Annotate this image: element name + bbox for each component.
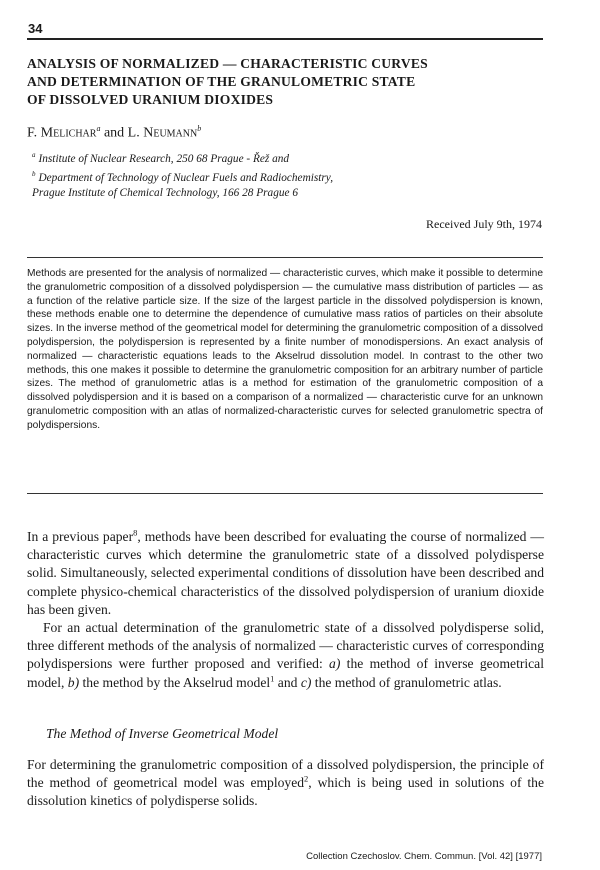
section-heading: The Method of Inverse Geometrical Model [46, 726, 279, 741]
citation-ref: 1 [270, 673, 275, 684]
affiliation-b [32, 167, 333, 186]
affiliation-b-line2: Prague Institute of Chemical Technology, 166 28 Prague 6 [32, 186, 298, 199]
intro-text [27, 528, 544, 692]
text-run: , which is being used in solutions of the dissolution kinetics of polydisperse solids. [27, 775, 544, 809]
list-marker: c) [300, 674, 312, 690]
text-run: , methods have been described for evaluating the course of normalized — characteristic curves which determine the granulometric state of a dissolved polydisperse solid. Simultaneously, selected experimental conditions of dissolution have been described and complete physico-chemical characteristics of the dissolved polydispersion of uranium dioxide has been given. [27, 529, 544, 617]
affiliation-text: Department of Technology of Nuclear Fuels and Radiochemistry, [38, 171, 334, 184]
paper-title [27, 55, 547, 109]
affiliation-mark: a [32, 151, 36, 159]
header-rule [27, 38, 543, 40]
text-run: and [274, 674, 301, 690]
affiliation-mark: b [197, 124, 202, 133]
author-list [27, 124, 201, 142]
citation-ref: 8 [133, 527, 138, 538]
affiliation-mark: b [32, 169, 36, 178]
affiliations [32, 148, 333, 201]
paragraph [27, 756, 544, 811]
citation-ref: 2 [304, 773, 309, 784]
received-date: Received July 9th, 1974 [426, 217, 542, 231]
text-run: the method of granulometric atlas. [311, 674, 502, 690]
title-line: OF DISSOLVED URANIUM DIOXIDES [27, 92, 274, 107]
list-marker: b) [67, 674, 80, 690]
affiliation-text: Institute of Nuclear Research, 250 68 Prague - Řež and [38, 152, 290, 165]
affiliation-a [32, 148, 333, 167]
text-run: the method of inverse geometrical model, [27, 656, 544, 690]
page-number: 34 [28, 21, 43, 36]
abstract: Methods are presented for the analysis of normalized — characteristic curves, which make it possible to determine the granulometric composition of a dissolved polydispersion — the cumulative mass distribution of particles — as a function of the relative particle size. If the size of the largest particle in the dissolved polydispersion is known, these methods enable one to determine the dependence of cumulative mass ratios of particles on their absolute sizes. In the inverse method of the geometrical model for determining the granulometric composition of a dissolved polydispersion, the polydispersion is represented by a finite number of monodispersions. An exact analysis of normalized — characteristic equations leads to the Akselrud dissolution model. In contrast to the other two methods, this one makes it possible to determine the granulometric composition for an arbitrary number of particle sizes. The method of granulometric atlas is a method for estimation of the granulometric composition of a dissolved polydispersion and it is based on a comparison of a normalized — characteristic curve for an unknown granulometric composition with an atlas of normalized-characteristic curves for selected granulometric spectra of polydispersions. [27, 268, 543, 431]
title-line: AND DETERMINATION OF THE GRANULOMETRIC STATE [27, 74, 416, 89]
list-marker: a) [329, 656, 341, 672]
abstract-top-rule [27, 257, 543, 258]
paragraph [27, 619, 544, 692]
text-run: In a previous paper [27, 529, 134, 544]
text-run: the method by the Akselrud model [79, 674, 271, 690]
text-run: For determining the granulometric composition of a dissolved polydispersion, the principle of the method of geometrical model was employed [27, 757, 544, 791]
author-name: L. Neumann [127, 125, 198, 141]
affiliation-mark: a [96, 124, 101, 133]
author-name: F. Melichar [27, 125, 97, 141]
abstract-bottom-rule [27, 493, 543, 494]
journal-footer: Collection Czechoslov. Chem. Commun. [Vol. 42] [1977] [306, 851, 542, 862]
title-line: ANALYSIS OF NORMALIZED — CHARACTERISTIC CURVES [27, 56, 428, 71]
author-conjunction: and [103, 125, 125, 141]
text-run: For an actual determination of the granulometric state of a dissolved polydisperse solid, three different methods of the analysis of normalized — characteristic curves of corresponding polydispersions were further proposed and verified: [27, 620, 544, 672]
paragraph [27, 528, 544, 619]
